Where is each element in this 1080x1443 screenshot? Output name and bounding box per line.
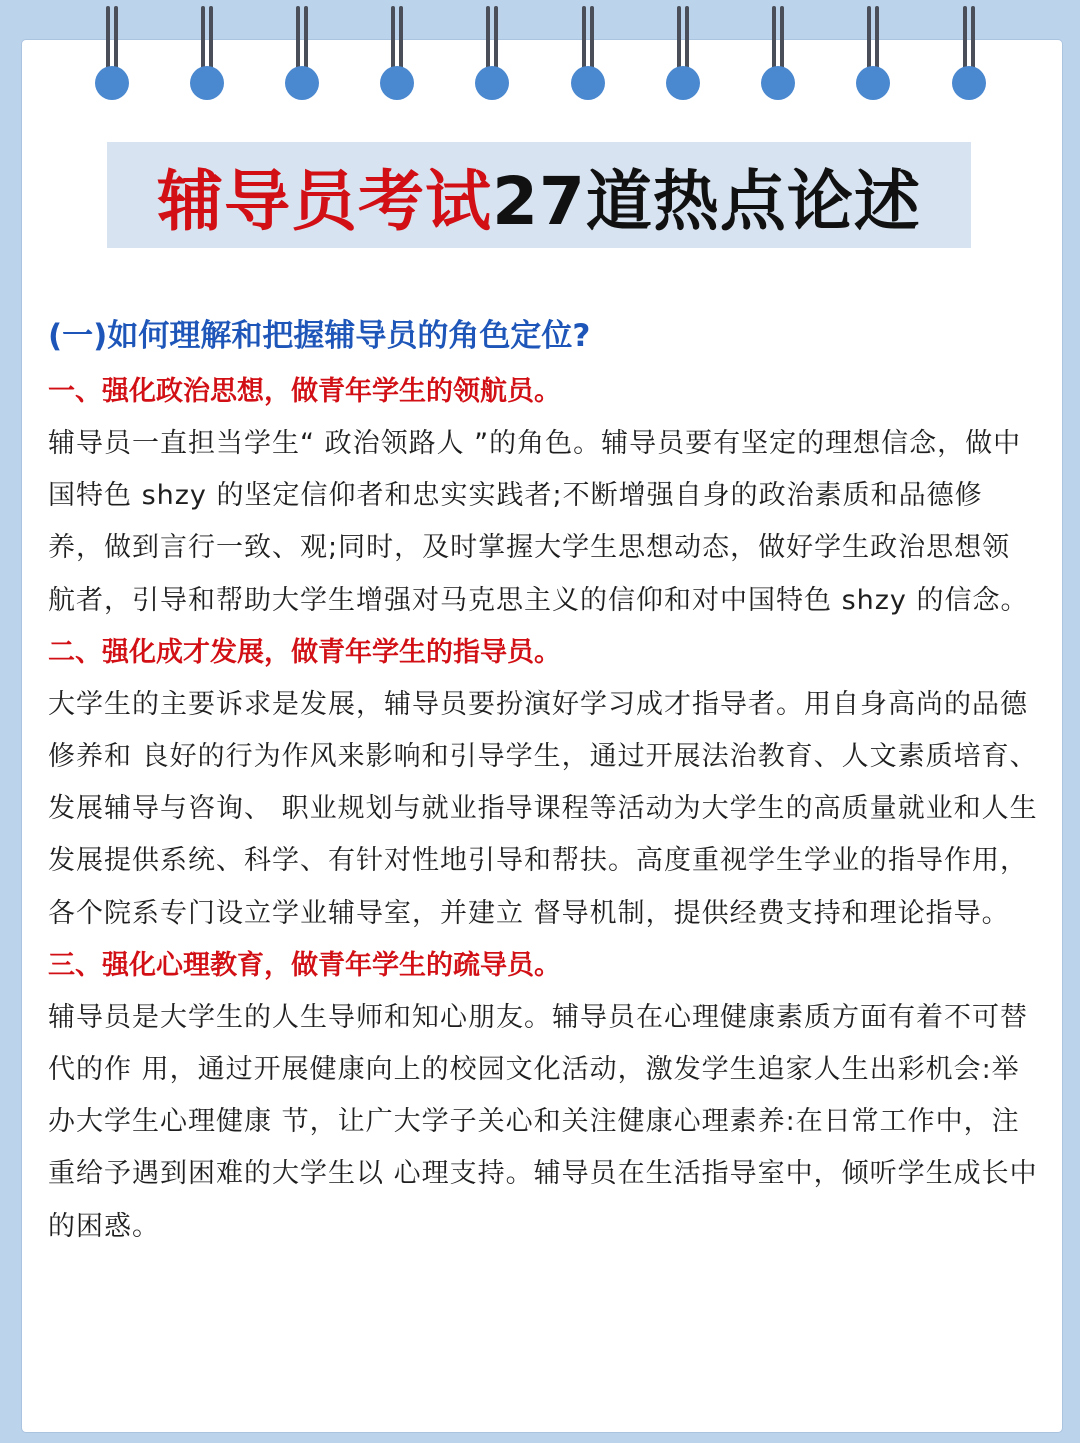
title-banner bbox=[107, 142, 971, 248]
section-body-1: 辅导员一直担当学生“ 政治领路人 ”的角色。辅导员要有坚定的理想信念，做中国特色 shzy 的坚定信仰者和忠实实践者;不断增强自身的政治素质和品德修养，做到言行一致、观;同时，及时掌握大学生思想动态，做好学生政治思想领 航者，引导和帮助大学生增强对马克思主义的信仰和对中国特色 shzy 的信念。 bbox=[48, 428, 1029, 616]
question-heading: (一)如何理解和把握辅导员的角色定位? bbox=[48, 318, 591, 354]
notebook-ring-icon bbox=[285, 0, 319, 104]
title-red-part: 辅导员考试 bbox=[157, 162, 493, 240]
title-black-part: 27道热点论述 bbox=[492, 162, 921, 240]
notebook-ring-icon bbox=[761, 0, 795, 104]
section-heading-2: 二、强化成才发展，做青年学生的指导员。 bbox=[48, 636, 561, 668]
notebook-ring-icon bbox=[571, 0, 605, 104]
article-content bbox=[48, 310, 1038, 1253]
page-title bbox=[157, 148, 921, 243]
notebook-ring-icon bbox=[190, 0, 224, 104]
section-body-2: 大学生的主要诉求是发展，辅导员要扮演好学习成才指导者。用自身高尚的品德修养和 良好的行为作风来影响和引导学生，通过开展法治教育、人文素质培育、发展辅导与咨询、 职业规划与就业指导课程等活动为大学生的高质量就业和人生发展提供系统、科学、有针对性地引导和帮扶。高度重视学生学业的指导作用，各个院系专门设立学业辅导室，并建立 督导机制，提供经费支持和理论指导。 bbox=[48, 688, 1038, 929]
section-heading-1: 一、强化政治思想，做青年学生的领航员。 bbox=[48, 376, 561, 407]
notebook-ring-icon bbox=[475, 0, 509, 104]
section-heading-3: 三、强化心理教育，做青年学生的疏导员。 bbox=[48, 949, 561, 981]
notebook-binding bbox=[0, 0, 1080, 110]
notebook-ring-icon bbox=[666, 0, 700, 104]
notebook-ring-icon bbox=[856, 0, 890, 104]
notebook-ring-icon bbox=[380, 0, 414, 104]
notebook-ring-icon bbox=[952, 0, 986, 104]
notebook-ring-icon bbox=[95, 0, 129, 104]
section-body-3: 辅导员是大学生的人生导师和知心朋友。辅导员在心理健康素质方面有着不可替代的作 用，通过开展健康向上的校园文化活动，激发学生追家人生出彩机会:举办大学生心理健康 节，让广大学子关心和关注健康心理素养:在日常工作中，注重给予遇到困难的大学生以 心理支持。辅导员在生活指导室中，倾听学生成长中的困惑。 bbox=[48, 1001, 1038, 1242]
